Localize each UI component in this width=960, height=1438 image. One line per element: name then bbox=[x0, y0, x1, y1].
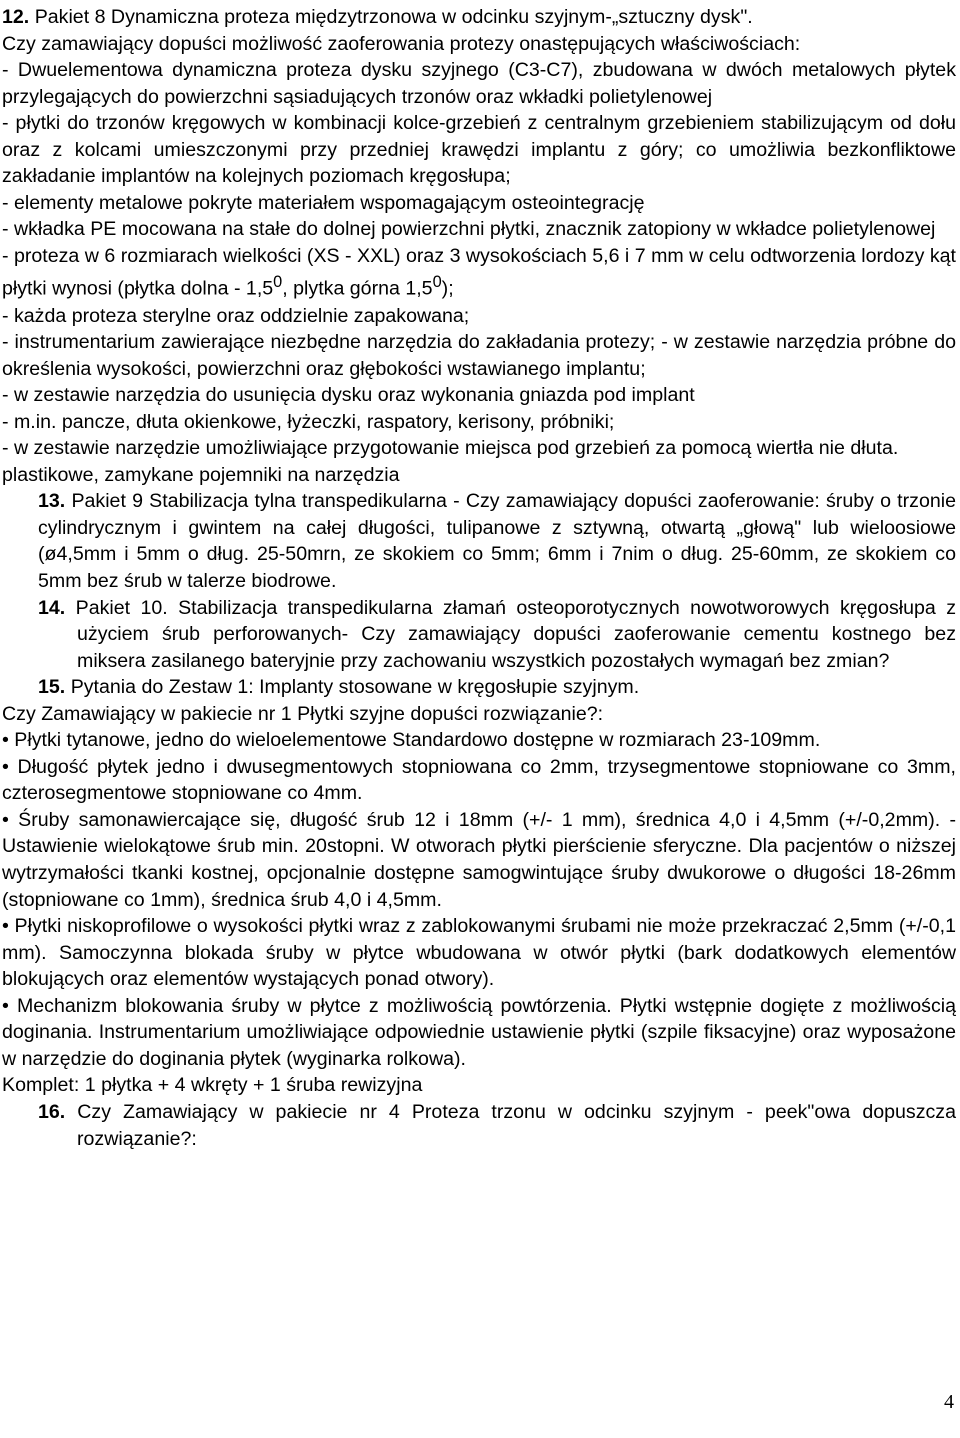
section-12-title: 12. Pakiet 8 Dynamiczna proteza międzytrzonowa w odcinku szyjnym-„sztuczny dysk". bbox=[2, 6, 753, 28]
section-15-number: 15. bbox=[38, 676, 66, 699]
section-12-item: - w zestawie narzędzia do usunięcia dysku oraz wykonania gniazda pod implant bbox=[2, 384, 695, 407]
section-13: 13. Pakiet 9 Stabilizacja tylna transpedikularna - Czy zamawiający dopuści zaoferowanie: śruby o trzonie cylindrycznym i gwintem na całej długości, tulipanowe z sztywną, otwartą „głową" lub wieloosiowe (ø4,5mm i 5mm o dług. 25-50mrn, ze skokiem co 5mm; 6mm i 7nim o dług. 25-60mm, ze skokiem co 5mm bez śrub w talerze biodrowe. bbox=[38, 490, 956, 593]
section-14-number: 14. bbox=[38, 596, 66, 619]
section-16-number: 16. bbox=[38, 1100, 66, 1123]
page-number: 4 bbox=[944, 1391, 954, 1413]
section-15-bullet: • Płytki tytanowe, jedno do wieloelementowe Standardowo dostępne w rozmiarach 23-109mm. bbox=[2, 729, 821, 752]
section-15-bullet: • Płytki niskoprofilowe o wysokości płytki wraz z zablokowanymi śrubami nie może przekraczać 2,5mm (+/-0,1 mm). Samoczynna blokada śruby w płytce wbudowana w otwór płytki (bark dodatkowych elementów blokujących oraz elementów wystających ponad otwory). bbox=[2, 915, 956, 991]
section-12-item: - płytki do trzonów kręgowych w kombinacji kolce-grzebień z centralnym grzebieniem stabilizującym od dołu oraz z kolcami umieszczonymi przy przedniej krawędzi implantu z góry; co umożliwia bezkonfliktowe zakładanie implantów na kolejnych poziomach kręgosłupa; bbox=[2, 112, 956, 188]
section-12-item: - Dwuelementowa dynamiczna proteza dysku szyjnego (C3-C7), zbudowana w dwóch metalowych płytek przylegających do powierzchni sąsiadujących trzonów oraz wkładki polietylenowej bbox=[2, 59, 956, 108]
section-15-bullet: • Śruby samonawiercające się, długość śrub 12 i 18mm (+/- 1 mm), średnica 4,0 i 4,5mm (+/-0,2mm). - Ustawienie wielokątowe śrub min. 20stopni. W otworach płytki pierścienie sferyczne. Dla pacjentów o niższej wytrzymałości tkanki kostnej, opcjonalnie dostępne samogwintujące śruby dwukorowe o długości 18-26mm (stopniowane co 1mm), średnica śrub 4,0 i 4,5mm. bbox=[2, 808, 956, 911]
section-12-item: - w zestawie narzędzie umożliwiające przygotowanie miejsca pod grzebień za pomocą wiertła nie dłuta. bbox=[2, 437, 899, 460]
section-16: 16. Czy Zamawiający w pakiecie nr 4 Proteza trzonu w odcinku szyjnym - peek"owa dopuszcza rozwiązanie?: bbox=[38, 1100, 956, 1150]
section-12-item: - wkładka PE mocowana na stałe do dolnej powierzchni płytki, znacznik zatopiony w wkładce polietylenowej bbox=[2, 218, 936, 241]
section-15-bullet: • Mechanizm blokowania śruby w płytce z możliwością powtórzenia. Płytki wstępnie dogięte z możliwością doginania. Instrumentarium umożliwiające odpowiednie ustawienie płytki (szpile fiksacyjne) oraz wyposażone w narzędzie do doginania płytek (wyginarka rolkowa). bbox=[2, 994, 956, 1070]
section-12-item: - każda proteza sterylne oraz oddzielnie zapakowana; bbox=[2, 304, 470, 327]
section-12-item: - proteza w 6 rozmiarach wielkości (XS - XXL) oraz 3 wysokościach 5,6 i 7 mm w celu odtworzenia lordozy kąt płytki wynosi (płytka dolna - $1,5^0$, plytka górna $1,5^0$); bbox=[2, 244, 956, 300]
section-12-item: - instrumentarium zawierające niezbędne narzędzia do zakładania protezy; - w zestawie narzędzia próbne do określenia wysokości, powierzchni oraz głębokości wstawianego implantu; bbox=[2, 331, 956, 380]
section-15-kit: Komplet: 1 płytka + 4 wkręty + 1 śruba rewizyjna bbox=[2, 1074, 423, 1097]
section-12-item: - elementy metalowe pokryte materiałem wspomagającym osteointegrację bbox=[2, 191, 645, 214]
section-15-question: Czy Zamawiający w pakiecie nr 1 Płytki szyjne dopuści rozwiązanie?: bbox=[2, 702, 604, 725]
section-14: 14. Pakiet 10. Stabilizacja transpedikularna złamań osteoporotycznych nowotworowych kręgosłupa z użyciem śrub perforowanych- Czy zamawiający dopuści zaoferowanie cementu kostnego bez miksera zasilanego bateryjnie przy zachowaniu wszystkich pozostałych wymagań bez zmian? bbox=[38, 596, 956, 672]
section-12-question: Czy zamawiający dopuści możliwość zaoferowania protezy onastępujących właściwościach: bbox=[2, 32, 801, 55]
section-15-title: 15. Pytania do Zestaw 1: Implanty stosowane w kręgosłupie szyjnym. bbox=[38, 676, 640, 699]
section-12-number: 12. bbox=[2, 6, 30, 28]
section-13-number: 13. bbox=[38, 490, 66, 513]
section-12-item: - m.in. pancze, dłuta okienkowe, łyżeczki, raspatory, kerisony, próbniki; bbox=[2, 410, 615, 433]
section-12-item: plastikowe, zamykane pojemniki na narzędzia bbox=[2, 463, 400, 486]
section-15-bullet: • Długość płytek jedno i dwusegmentowych stopniowana co 2mm, trzysegmentowe stopniowane co 3mm, czterosegmentowe stopniowane co 4mm. bbox=[2, 755, 956, 805]
